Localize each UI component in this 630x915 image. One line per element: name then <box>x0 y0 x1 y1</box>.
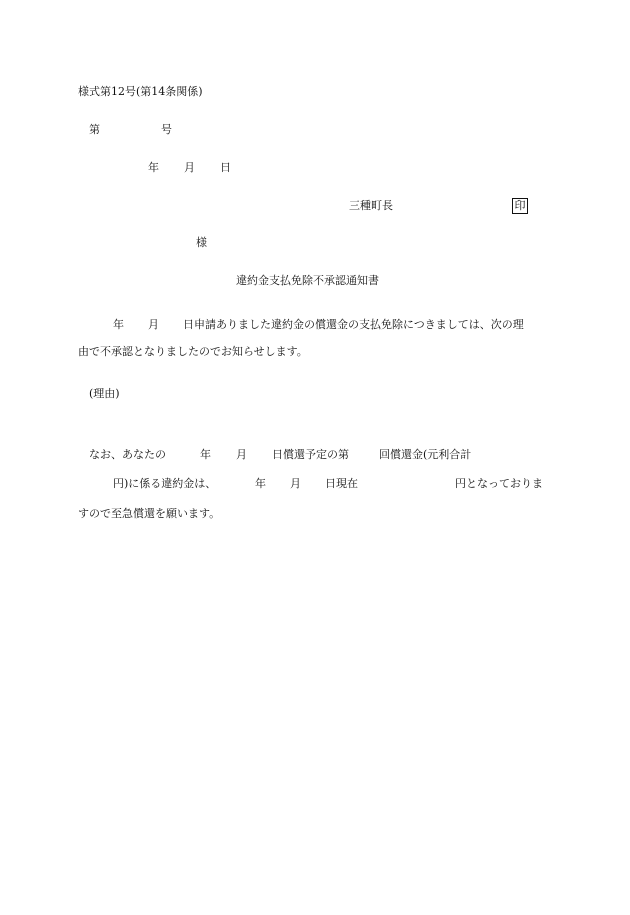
body-p2-month: 月 <box>236 448 247 461</box>
issue-date-month: 月 <box>184 161 195 174</box>
body-p2-intro: なお、あなたの <box>89 448 166 461</box>
body-p2-year: 年 <box>200 448 211 461</box>
body-p2-line3: すので至急償還を願います。 <box>78 507 221 520</box>
issuer-seal: 印 <box>512 198 528 214</box>
body-p2-line2-end: 円となっておりま <box>455 477 543 490</box>
body-p2-date-text: 日現在 <box>325 477 358 490</box>
body-p2-line2-start: 円)に係る違約金は、 <box>113 477 217 490</box>
issue-date-year: 年 <box>148 161 159 174</box>
issuer-name: 三種町長 <box>349 199 393 212</box>
reason-label: (理由) <box>89 387 120 400</box>
body-p1-rest: 日申請ありました違約金の償還金の支払免除につきましては、次の理 <box>183 318 524 331</box>
issue-date-day: 日 <box>220 161 231 174</box>
body-p1-year: 年 <box>113 318 124 331</box>
addressee-honorific: 様 <box>196 236 207 249</box>
body-p2-month2: 月 <box>290 477 301 490</box>
form-number: 様式第12号(第14条関係) <box>78 85 203 98</box>
doc-number-suffix: 号 <box>161 123 172 136</box>
body-p2-year2: 年 <box>255 477 266 490</box>
document-title: 違約金支払免除不承認通知書 <box>236 274 379 287</box>
body-p2-day-text: 日償還予定の第 <box>272 448 349 461</box>
body-p1-month: 月 <box>148 318 159 331</box>
doc-number-prefix: 第 <box>89 123 100 136</box>
body-p2-installment: 回償還金(元利合計 <box>379 448 472 461</box>
body-p1-line2: 由で不承認となりましたのでお知らせします。 <box>78 345 308 358</box>
